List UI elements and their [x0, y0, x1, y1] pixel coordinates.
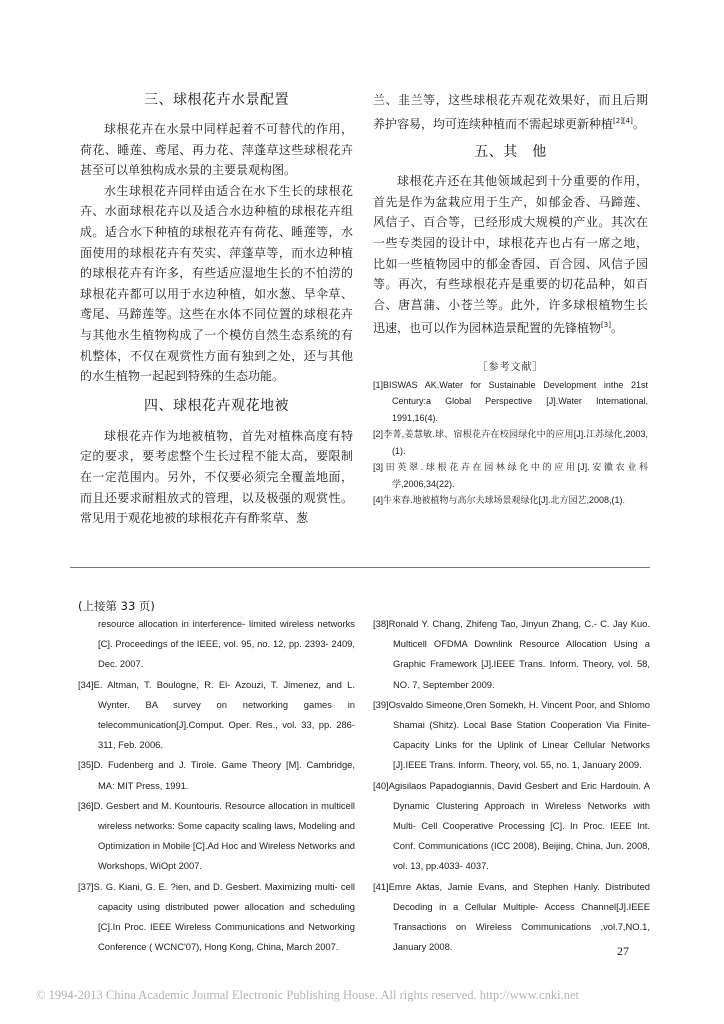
reference-item: [39]Osvaldo Simeone,Oren Somekh, H. Vincent Poor, and Shlomo Shamai (Shitz). Local Base Station Cooperation Via Finite- Capacity Links for the Uplink of Linear Cellular Networks [J].IEEE Trans. Inform. Theory, vol. 55, no. 1, January 2009. [373, 698, 650, 771]
section-heading-groundcover: 四、球根花卉观花地被 [144, 397, 289, 414]
paragraph: 水生球根花卉同样由适合在水下生长的球根花卉、水面球根花卉以及适合水边种植的球根花卉组成。适合水下种植的球根花卉有荷花、睡莲等，水面使用的球根花卉有芡实、萍蓬草等，而水边种植的球根花卉有许多，有些适应湿地生长的不怕涝的球根花卉都可以用于水边种植，如水葱、旱伞草、鸢尾、马蹄莲等。这些在水体不同位置的球根花卉与其他水生植物构成了一个模仿自然生态系统的有机整体，不仅在观赏性方面有独到之处，还与其他的水生植物一起起到特殊的生态功能。 [80, 183, 353, 384]
continued-refs-left [78, 614, 355, 957]
reference-item: [1]BISWAS AK.Water for Sustainable Development inthe 21st Century:a Global Perspective [J].Water International, 1991,16(4). [373, 379, 648, 423]
continued-refs-right [373, 614, 650, 957]
paragraph-continued [373, 90, 648, 134]
reference-item: [41]Emre Aktas, Jamie Evans, and Stephen Hanly. Distributed Decoding in a Cellular Multiple- Access Channel[J].IEEE Transactions on Wireless Communications ,vol.7,NO.1, January 2008. [373, 880, 650, 953]
left-column [80, 90, 353, 529]
reference-item: [36]D. Gesbert and M. Kountouris. Resource allocation in multicell wireless networks: Some capacity scaling laws, Modeling and Optimization in Mobile [C].Ad Hoc and Wireless Networks and Workshops, WiOpt 2007. [78, 799, 355, 872]
reference-item: [4]牛來春.地被植物与高尔夫球场景观绿化[J].北方园艺,2008,(1). [373, 495, 626, 506]
reference-list [373, 377, 648, 509]
paragraph-text: 球根花卉还在其他领域起到十分重要的作用，首先是作为盆栽应用于生产，如郁金香、马蹄莲、风信子、百合等，已经形成大规模的产业。其次在一些专类园的设计中，球根花卉也占有一席之地，比如一些植物园中的郁金香园、百合园、风信子园等。再次，有些球根花卉是重要的切花品种，如百合、唐菖蒲、小苍兰等。此外，许多球根植物生长迅速，也可以作为园林造景配置的先锋植物 [373, 174, 648, 336]
reference-item: [2]李菁,姜慧敏.球、宿根花卉在校园绿化中的应用[J].江苏绿化,2003,(1). [373, 429, 648, 456]
reference-item: [38]Ronald Y. Chang, Zhifeng Tao, Jinyun Zhang, C.- C. Jay Kuo. Multicell OFDMA Downlink Resource Allocation Using a Graphic Framework [J].IEEE Trans. Inform. Theory, vol. 58, NO. 7, September 2009. [373, 618, 650, 690]
paragraph-end: 。 [610, 321, 623, 336]
reference-item: resource allocation in interference- limited wireless networks [C]. Proceedings of the IEEE, vol. 95, no. 12, pp. 2393- 2409, Dec. 2007. [98, 618, 355, 670]
citation: [2][4] [613, 116, 633, 125]
continuation-label: (上接第 33 页) [78, 599, 155, 613]
reference-item: [34]E. Altman, T. Boulogne, R. El- Azouzi, T. Jimenez, and L. Wynter. BA survey on networking games in telecommunication[J].Comput. Oper. Res., vol. 33, pp. 286- 311, Feb. 2006. [78, 678, 355, 751]
references-title: ［参考文献］ [477, 361, 544, 373]
reference-item: [3]田英翠.球根花卉在园林绿化中的应用[J].安徽农业科学,2006,34(22). [373, 462, 648, 489]
citation: [3] [601, 321, 611, 330]
reference-item: [37]S. G. Kiani, G. E. ?ien, and D. Gesbert. Maximizing multi- cell capacity using distributed power allocation and scheduling [C].In Proc. IEEE Wireless Communications and Networking Conference ( WCNC'07), Hong Kong, China, March 2007. [78, 880, 355, 953]
section-divider [70, 567, 650, 568]
paragraph: 球根花卉在水景中同样起着不可替代的作用，荷花、睡莲、鸢尾、再力花、萍蓬草这些球根花卉甚至可以单独构成水景的主要景观构图。 [80, 122, 353, 178]
reference-item: [40]Agisilaos Papadogiannis, David Gesbert and Eric Hardouin. A Dynamic Clustering Approach in Wireless Networks with Multi- Cell Cooperative Processing [C]. In Proc. IEEE Int. Conf. Communications (ICC 2008), Beijing, China, Jun. 2008, vol. 13, pp.4033- 4037. [373, 779, 650, 872]
paragraph [373, 171, 648, 339]
paragraph-end: 。 [632, 116, 645, 131]
paragraph-text: 兰、韭兰等，这些球根花卉观花效果好，而且后期养护容易，均可连续种植而不需起球更新种植 [373, 93, 648, 131]
reference-item: [35]D. Fudenberg and J. Tirole. Game Theory [M]. Cambridge, MA: MIT Press, 1991. [78, 759, 355, 791]
paragraph: 球根花卉作为地被植物，首先对植株高度有特定的要求，要考虑整个生长过程不能太高，要限制在一定范围内。另外，不仅要必须完全覆盖地面，而且还要求耐粗放式的管理，以及极强的观赏性。常见用于观花地被的球根花卉有酢浆草、葱 [80, 428, 353, 526]
section-heading-other: 五、其 他 [474, 144, 547, 161]
section-heading-waterscape: 三、球根花卉水景配置 [144, 92, 289, 108]
right-column [373, 90, 648, 509]
page-number: 27 [617, 944, 629, 958]
copyright-footer: © 1994-2013 China Academic Journal Electronic Publishing House. All rights reserved. http://www.cnki.net [36, 988, 579, 1002]
